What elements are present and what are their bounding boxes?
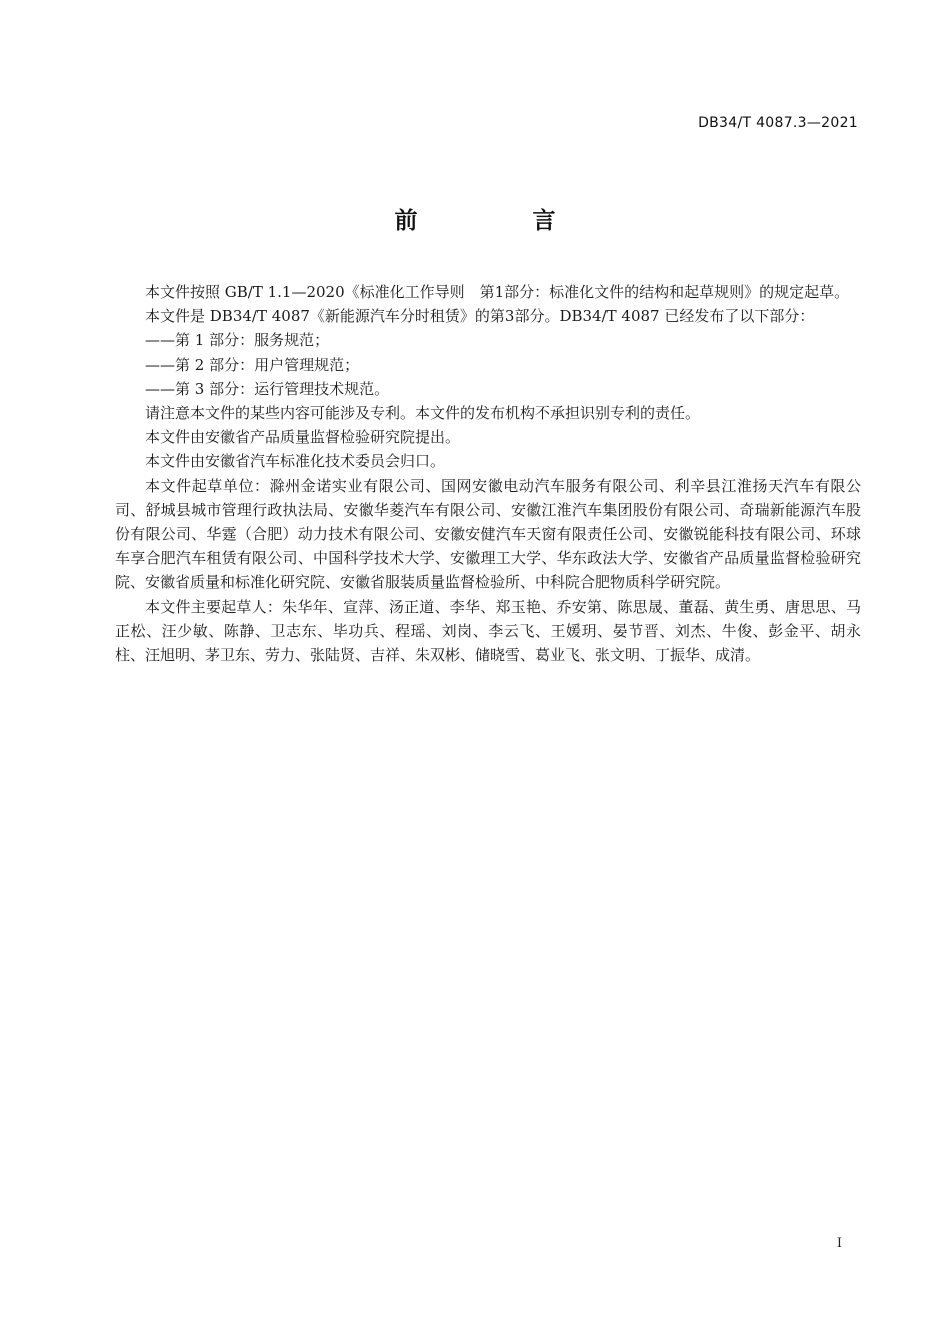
foreword-body: [115, 280, 861, 667]
document-code: DB34/T 4087.3—2021: [698, 115, 858, 131]
paragraph-series-intro: 本文件是 DB34/T 4087《新能源汽车分时租赁》的第3部分。DB34/T 4087 已经发布了以下部分：: [145, 307, 815, 326]
paragraph-drafting-basis: 本文件按照 GB/T 1.1—2020《标准化工作导则 第1部分：标准化文件的结构和起草规则》的规定起草。: [145, 283, 850, 301]
paragraph-part-1: ——第 1 部分：服务规范；: [145, 331, 330, 350]
paragraph-patent-notice: 请注意本文件的某些内容可能涉及专利。本文件的发布机构不承担识别专利的责任。: [145, 404, 701, 423]
page-title: 前 言: [394, 208, 602, 234]
paragraph-part-3: ——第 3 部分：运行管理技术规范。: [145, 379, 390, 398]
paragraph-part-2: ——第 2 部分：用户管理规范；: [145, 355, 360, 374]
paragraph-proposer: 本文件由安徽省产品质量监督检验研究院提出。: [145, 428, 461, 447]
paragraph-drafting-units: 本文件起草单位：滁州金诺实业有限公司、国网安徽电动汽车服务有限公司、利辛县江淮扬天汽车有限公司、舒城县城市管理行政执法局、安徽华菱汽车有限公司、安徽江淮汽车集团股份有限公司、奇瑞新能源汽车股份有限公司、华霆（合肥）动力技术有限公司、安徽安健汽车天窗有限责任公司、安徽锐能科技有限公司、环球车享合肥汽车租赁有限公司、中国科学技术大学、安徽理工大学、华东政法大学、安徽省产品质量监督检验研究院、安徽省质量和标准化研究院、安徽省服装质量监督检验所、中科院合肥物质科学研究院。: [115, 476, 861, 592]
page-number: I: [836, 1236, 842, 1251]
paragraph-centralized-unit: 本文件由安徽省汽车标准化技术委员会归口。: [145, 452, 446, 471]
paragraph-main-drafters: 本文件主要起草人：朱华年、宣萍、汤正道、李华、郑玉艳、乔安第、陈思晟、董磊、黄生勇、唐思思、马正松、汪少敏、陈静、卫志东、毕功兵、程瑶、刘岗、李云飞、王媛玥、晏节晋、刘杰、牛俊、彭金平、胡永柱、汪旭明、茅卫东、劳力、张陆贤、吉祥、朱双彬、储晓雪、葛业飞、张文明、丁振华、成清。: [115, 597, 861, 665]
